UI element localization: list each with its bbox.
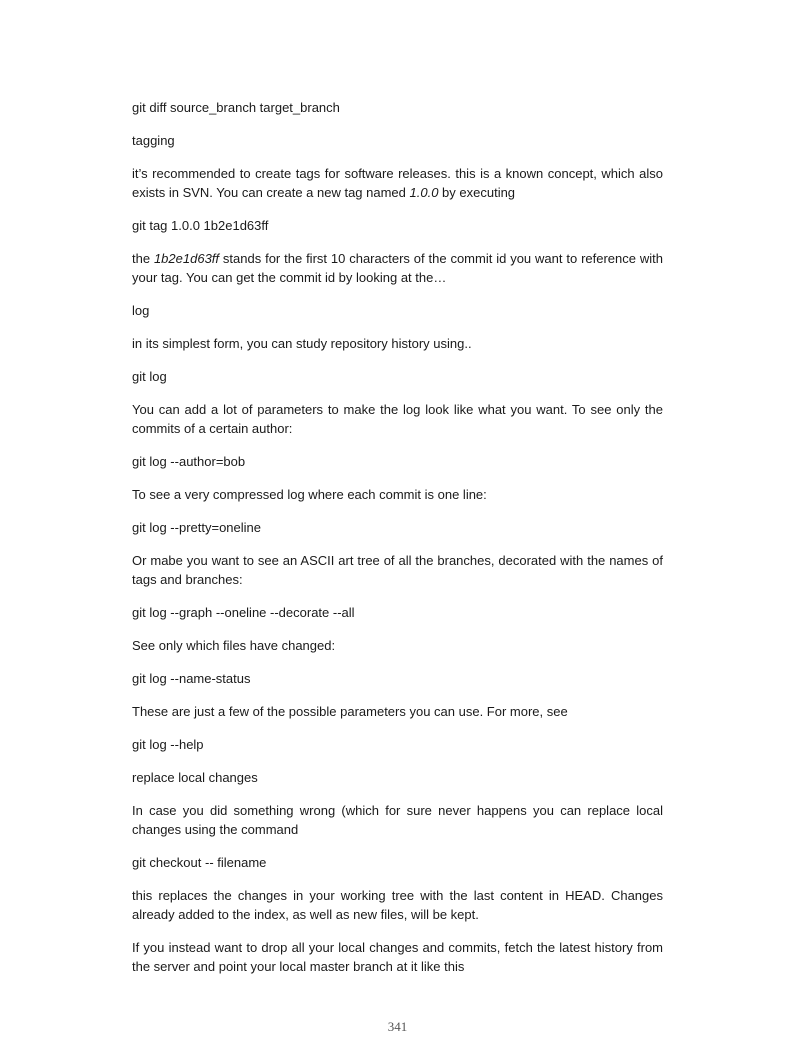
code-line-git-checkout: git checkout -- filename bbox=[132, 855, 267, 870]
section-heading-replace-local-changes: replace local changes bbox=[132, 770, 258, 785]
page-number: 341 bbox=[387, 1019, 408, 1034]
code-line-git-tag: git tag 1.0.0 1b2e1d63ff bbox=[132, 218, 269, 233]
paragraph-log-parameters: You can add a lot of parameters to make the log look like what you want. To see only the commits of a certain author: bbox=[132, 402, 663, 436]
section-heading-tagging: tagging bbox=[132, 133, 175, 148]
page-content bbox=[132, 98, 663, 990]
commit-id-emphasis: 1b2e1d63ff bbox=[153, 251, 220, 266]
section-heading-log: log bbox=[132, 303, 150, 318]
paragraph-tagging-intro: it’s recommended to create tags for software releases. this is a known concept, which also exists in SVN. You can create a new tag named 1.0.0 by executing bbox=[132, 166, 663, 200]
paragraph-compressed-log: To see a very compressed log where each commit is one line: bbox=[132, 487, 487, 502]
code-line-git-diff: git diff source_branch target_branch bbox=[132, 100, 340, 115]
paragraph-log-intro: in its simplest form, you can study repository history using.. bbox=[132, 336, 472, 351]
tag-name-emphasis: 1.0.0 bbox=[409, 185, 439, 200]
code-line-git-log-oneline: git log --pretty=oneline bbox=[132, 520, 261, 535]
paragraph-working-tree: this replaces the changes in your working tree with the last content in HEAD. Changes already added to the index, as well as new files, will be kept. bbox=[132, 888, 663, 922]
paragraph-changed-files: See only which files have changed: bbox=[132, 638, 336, 653]
code-line-git-log: git log bbox=[132, 369, 167, 384]
paragraph-commit-id: the 1b2e1d63ff stands for the first 10 characters of the commit id you want to reference with your tag. You can get the commit id by looking at the… bbox=[132, 251, 663, 285]
code-line-git-log-author: git log --author=bob bbox=[132, 454, 246, 469]
code-line-git-log-name-status: git log --name-status bbox=[132, 671, 251, 686]
paragraph-drop-local-changes: If you instead want to drop all your local changes and commits, fetch the latest history from the server and point your local master branch at it like this bbox=[132, 940, 663, 974]
paragraph-more-parameters: These are just a few of the possible parameters you can use. For more, see bbox=[132, 704, 568, 719]
paragraph-ascii-tree: Or mabe you want to see an ASCII art tree of all the branches, decorated with the names of tags and branches: bbox=[132, 553, 663, 587]
code-line-git-log-help: git log --help bbox=[132, 737, 204, 752]
code-line-git-log-graph: git log --graph --oneline --decorate --all bbox=[132, 605, 355, 620]
paragraph-replace-intro: In case you did something wrong (which for sure never happens you can replace local changes using the command bbox=[132, 803, 663, 837]
